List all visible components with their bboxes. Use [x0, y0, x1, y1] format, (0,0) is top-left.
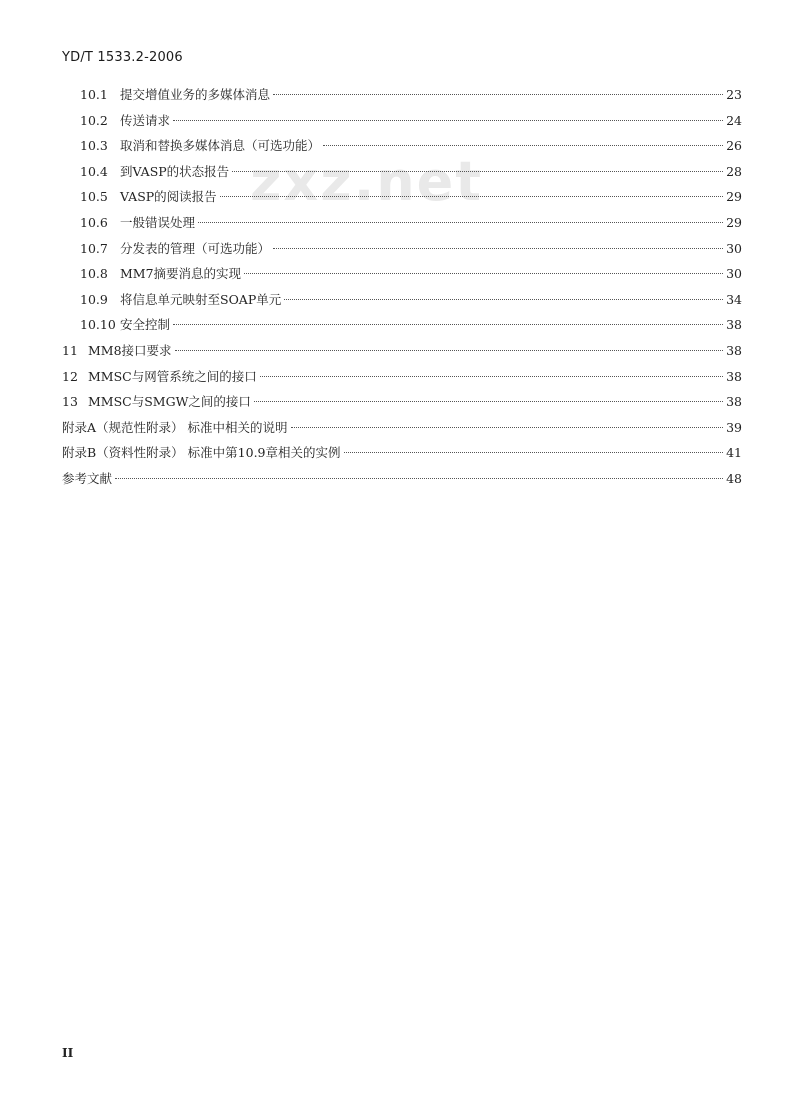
toc-entry[interactable] [62, 133, 742, 159]
toc-leader-dots [323, 145, 723, 146]
toc-entry-number: 10.1 [80, 87, 108, 102]
toc-entry-page: 38 [726, 317, 742, 333]
toc-entry-title: 附录B（资料性附录） 标准中第10.9章相关的实例 [62, 445, 341, 461]
toc-entry[interactable] [62, 312, 742, 338]
toc-entry-title: 参考文献 [62, 470, 113, 486]
toc-leader-dots [344, 452, 724, 453]
toc-entry-title: 到VASP的状态报告 [120, 163, 230, 179]
toc-entry-number: 10.6 [80, 214, 108, 230]
toc-entry-page: 38 [726, 368, 742, 384]
toc-entry-number: 10.7 [80, 240, 108, 256]
toc-entry-number: 10.5 [80, 189, 108, 205]
table-of-contents [62, 82, 742, 492]
toc-entry-page: 29 [726, 214, 742, 230]
toc-entry-number: 12 [62, 368, 78, 384]
toc-entry-title: MM8接口要求 [88, 342, 172, 358]
toc-entry-page: 48 [726, 470, 742, 486]
toc-entry[interactable] [62, 287, 742, 313]
toc-entry[interactable] [62, 364, 742, 390]
toc-entry[interactable] [62, 415, 742, 441]
toc-entry-page: 23 [726, 87, 742, 102]
toc-entry[interactable] [62, 210, 742, 236]
toc-entry-title: MM7摘要消息的实现 [120, 266, 242, 282]
toc-entry-page: 34 [726, 291, 742, 307]
toc-leader-dots [273, 94, 723, 95]
toc-entry-title: 提交增值业务的多媒体消息 [120, 87, 271, 102]
toc-entry-number: 13 [62, 394, 78, 410]
toc-leader-dots [115, 478, 723, 479]
toc-entry-title: VASP的阅读报告 [120, 189, 217, 205]
document-id: YD/T 1533.2-2006 [62, 50, 183, 65]
toc-entry-page: 26 [726, 138, 742, 154]
toc-entry[interactable] [62, 261, 742, 287]
toc-entry[interactable] [62, 184, 742, 210]
toc-entry-title: MMSC与网管系统之间的接口 [88, 368, 257, 384]
toc-entry-title: 将信息单元映射至SOAP单元 [120, 291, 282, 307]
toc-entry-page: 38 [726, 394, 742, 410]
toc-entry-title: 一般错误处理 [120, 214, 196, 230]
toc-entry-title: 取消和替换多媒体消息（可选功能） [120, 138, 321, 154]
toc-entry-title: 安全控制 [120, 317, 171, 333]
toc-leader-dots [175, 350, 724, 351]
toc-leader-dots [260, 376, 723, 377]
toc-leader-dots [244, 273, 723, 274]
toc-entry-number: 10.3 [80, 138, 108, 154]
toc-entry-title: 传送请求 [120, 112, 171, 128]
toc-entry-number: 10.4 [80, 163, 108, 179]
toc-entry-page: 30 [726, 266, 742, 282]
toc-entry[interactable] [62, 338, 742, 364]
toc-entry-page: 39 [726, 419, 742, 435]
watermark: zxz.net [250, 150, 484, 213]
toc-leader-dots [254, 401, 723, 402]
toc-entry[interactable] [62, 389, 742, 415]
toc-leader-dots [173, 120, 723, 121]
toc-entry-number: 10.10 [80, 317, 116, 333]
toc-leader-dots [273, 248, 723, 249]
toc-entry-page: 24 [726, 112, 742, 128]
toc-entry[interactable] [62, 82, 742, 108]
toc-entry-page: 38 [726, 342, 742, 358]
toc-leader-dots [220, 196, 723, 197]
toc-entry-page: 28 [726, 163, 742, 179]
toc-leader-dots [291, 427, 724, 428]
toc-leader-dots [173, 324, 723, 325]
toc-entry-page: 29 [726, 189, 742, 205]
toc-entry-number: 10.9 [80, 291, 108, 307]
toc-leader-dots [232, 171, 723, 172]
toc-entry[interactable] [62, 108, 742, 134]
toc-entry[interactable] [62, 159, 742, 185]
toc-entry-title: 附录A（规范性附录） 标准中相关的说明 [62, 419, 288, 435]
toc-entry[interactable] [62, 466, 742, 492]
toc-entry-page: 41 [726, 445, 742, 461]
toc-leader-dots [284, 299, 723, 300]
toc-entry-number: 11 [62, 342, 78, 358]
toc-entry[interactable] [62, 236, 742, 262]
toc-entry-number: 10.2 [80, 112, 108, 128]
toc-entry-number: 10.8 [80, 266, 108, 282]
toc-entry[interactable] [62, 440, 742, 466]
page-number: II [62, 1046, 74, 1060]
toc-entry-page: 30 [726, 240, 742, 256]
toc-entry-title: MMSC与SMGW之间的接口 [88, 394, 251, 410]
toc-entry-title: 分发表的管理（可选功能） [120, 240, 271, 256]
toc-leader-dots [198, 222, 723, 223]
